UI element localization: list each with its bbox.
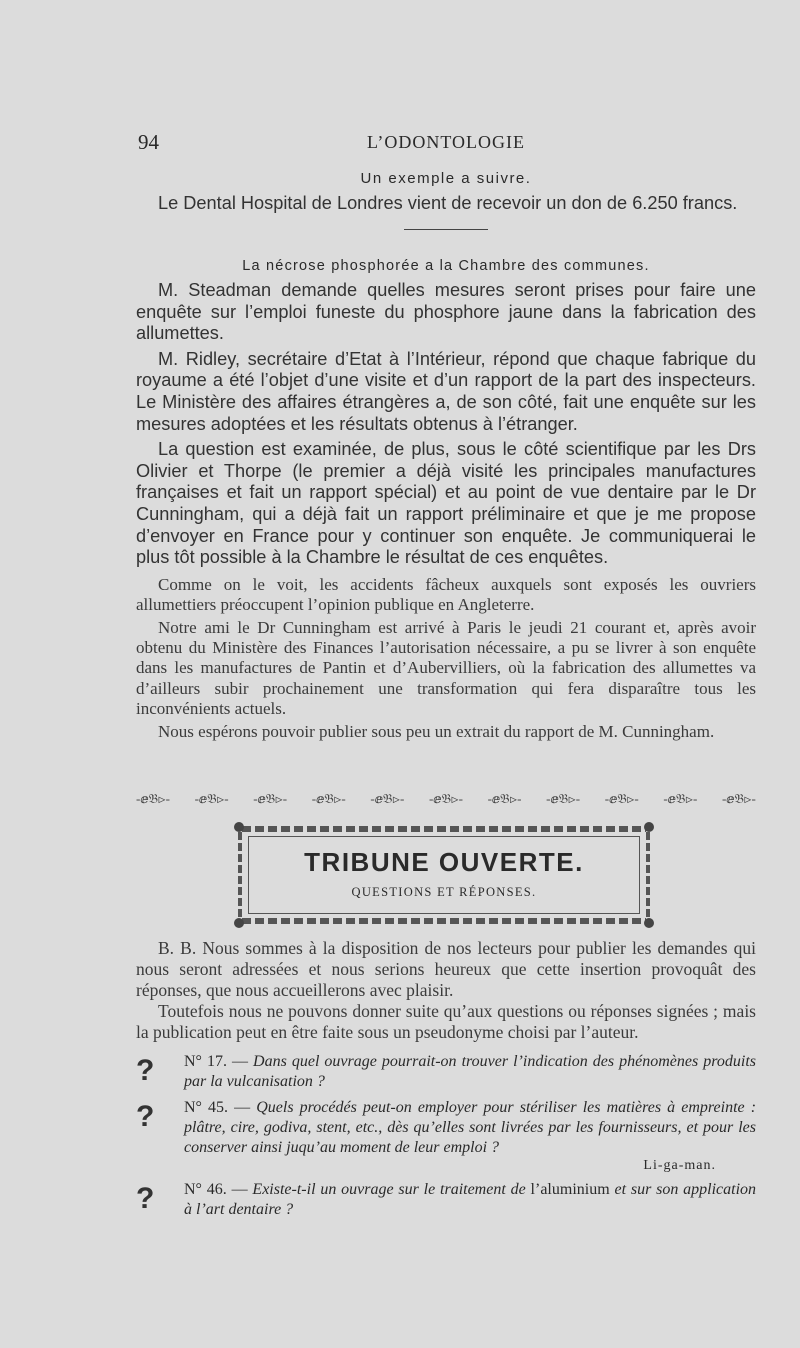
ornament: -ⅇ𝔅⊳- bbox=[136, 792, 170, 806]
ornament: -ⅇ𝔅⊳- bbox=[253, 792, 288, 806]
question-number: N° 46. — bbox=[184, 1181, 248, 1198]
corner-dot bbox=[644, 918, 654, 928]
question-mark-icon: ? bbox=[136, 1054, 155, 1087]
section-necrose bbox=[136, 258, 756, 742]
question-item bbox=[136, 1052, 756, 1092]
ornament-divider bbox=[136, 792, 756, 806]
divider-rule bbox=[404, 229, 488, 230]
tribune-box bbox=[234, 822, 654, 928]
signature: Li-ga-man. bbox=[643, 1158, 716, 1173]
section-exemple bbox=[136, 170, 756, 230]
paragraph: B. B. Nous sommes à la disposition de nos lecteurs pour publier les demandes qui nous seront adressées et nous serions heureux que cette insertion provoquât des réponses, que nous accueillerons avec plaisir. bbox=[136, 938, 756, 1000]
section-heading: Un exemple a suivre. bbox=[360, 170, 532, 187]
paragraph: Nous espérons pouvoir publier sous peu un extrait du rapport de M. Cunningham. bbox=[158, 721, 715, 741]
box-title: TRIBUNE OUVERTE. bbox=[304, 847, 584, 877]
section-heading: La nécrose phosphorée a la Chambre des communes. bbox=[242, 258, 650, 274]
paragraph: M. Steadman demande quelles mesures seront prises pour faire une enquête sur l’emploi funeste du phosphore jaune dans la fabrication des allumettes. bbox=[136, 280, 756, 344]
question-text: Quels procédés peut-on employer pour stériliser les matières à empreinte : plâtre, cire, godiva, stent, etc., dès qu’elles sont livrées par les fournisseurs, et pour les conserver ainsi juqu’au moment de leur emploi ? bbox=[184, 1099, 757, 1156]
question-mark-icon: ? bbox=[136, 1100, 155, 1133]
corner-dot bbox=[644, 822, 654, 832]
corner-dot bbox=[234, 918, 244, 928]
paragraph: Notre ami le Dr Cunningham est arrivé à Paris le jeudi 21 courant et, après avoir obtenu du Ministère des Finances l’autorisation nécessaire, a pu se livrer à son enquête dans les manufactures de Pantin et d’Aubervilliers, où la fabrication des allumettes va d’ailleurs subir prochainement une transformation qui fera disparaître tous les inconvénients actuels. bbox=[136, 617, 756, 719]
question-text: et sur son application à l’art dentaire ? bbox=[184, 1181, 757, 1218]
question-text: Existe-t-il un ouvrage sur le traitement de bbox=[252, 1181, 526, 1198]
ornament: -ⅇ𝔅⊳- bbox=[428, 792, 463, 806]
question-number: N° 45. — bbox=[184, 1099, 251, 1116]
ornament: -ⅇ𝔅⊳- bbox=[311, 792, 346, 806]
ornament: -ⅇ𝔅⊳- bbox=[604, 792, 639, 806]
paragraph: M. Ridley, secrétaire d’Etat à l’Intérieur, répond que chaque fabrique du royaume a été l’objet d’une visite et d’un rapport de la part des inspecteurs. Le Ministère des affaires étrangères a, de son côté, fait une enquête sur les mesures adoptées et les résultats obtenus à l’étranger. bbox=[136, 348, 756, 434]
ornament: -ⅇ𝔅⊳- bbox=[194, 792, 229, 806]
ornament: -ⅇ𝔅⊳- bbox=[721, 792, 756, 806]
corner-dot bbox=[234, 822, 244, 832]
question-mark-icon: ? bbox=[136, 1182, 155, 1215]
question-text: Dans quel ouvrage pourrait-on trouver l’indication des phénomènes produits par la vulcanisation ? bbox=[184, 1053, 757, 1090]
question-item bbox=[136, 1180, 756, 1220]
ornamental-border bbox=[646, 832, 650, 918]
paragraph: La question est examinée, de plus, sous le côté scientifique par les Drs Olivier et Thorpe (le premier a déjà visité les principales manufactures françaises et fait un rapport spécial) et au point de vue dentaire par le Dr Cunningham, qui a déjà fait un rapport préliminaire et que je me propose d’envoyer en France pour y continuer son enquête. Je communiquerai le plus tôt possible à la Chambre le résultat de ces enquêtes. bbox=[136, 439, 756, 568]
box-subtitle: QUESTIONS ET RÉPONSES. bbox=[351, 885, 537, 899]
ornamental-border bbox=[238, 832, 242, 918]
ornament: -ⅇ𝔅⊳- bbox=[546, 792, 581, 806]
paragraph: Le Dental Hospital de Londres vient de recevoir un don de 6.250 francs. bbox=[158, 193, 738, 213]
questions-list bbox=[136, 1052, 756, 1220]
running-title: L’ODONTOLOGIE bbox=[367, 132, 525, 152]
tribune-intro bbox=[136, 938, 756, 1043]
ornament: -ⅇ𝔅⊳- bbox=[663, 792, 698, 806]
question-item bbox=[136, 1098, 756, 1158]
ornament: -ⅇ𝔅⊳- bbox=[487, 792, 522, 806]
question-number: N° 17. — bbox=[184, 1053, 249, 1070]
ornamental-border bbox=[242, 918, 646, 924]
page-number: 94 bbox=[138, 130, 159, 154]
ornament: -ⅇ𝔅⊳- bbox=[370, 792, 405, 806]
box-frame bbox=[248, 836, 640, 914]
ornamental-border bbox=[242, 826, 646, 832]
question-text: l’aluminium bbox=[530, 1181, 610, 1198]
paragraph: Comme on le voit, les accidents fâcheux auxquels sont exposés les ouvriers allumettiers préoccupent l’opinion publique en Angleterre. bbox=[136, 574, 756, 615]
page-header bbox=[138, 130, 754, 158]
paragraph: Toutefois nous ne pouvons donner suite qu’aux questions ou réponses signées ; mais la publication peut en être faite sous un pseudonyme choisi par l’auteur. bbox=[136, 1001, 756, 1042]
